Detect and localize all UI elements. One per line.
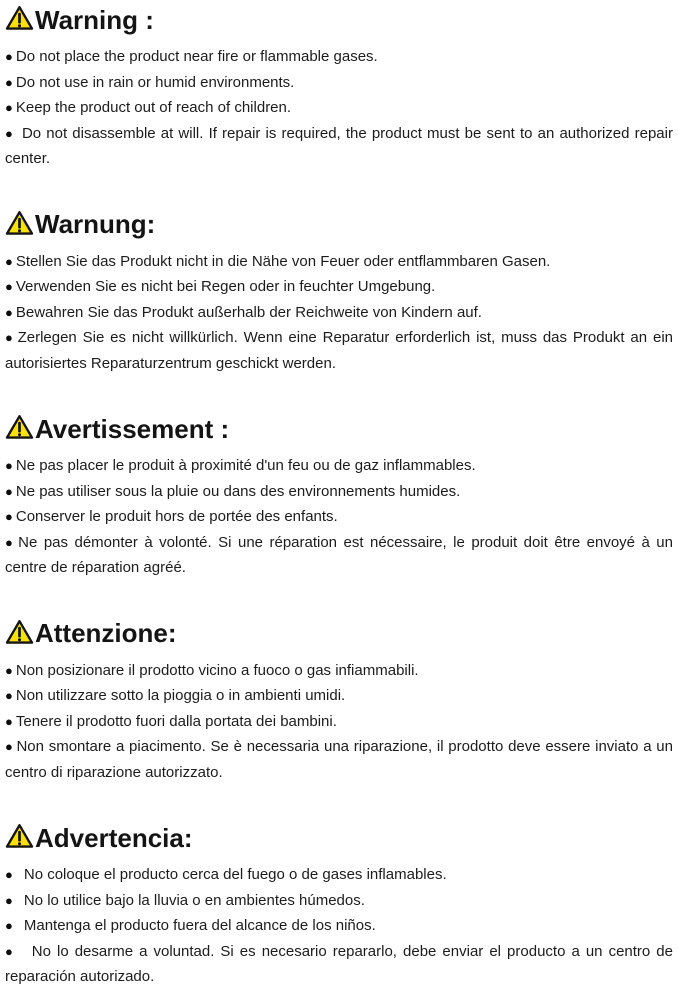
bullet-icon: ● (5, 662, 13, 678)
bullet-icon: ● (5, 534, 16, 550)
warning-item-text: No coloque el producto cerca del fuego o de gases inflamables. (23, 866, 447, 883)
warning-triangle-icon (5, 209, 34, 237)
warning-item (5, 504, 673, 530)
bullet-icon: ● (5, 49, 13, 64)
warning-item (5, 939, 673, 990)
warning-item (5, 274, 673, 300)
warning-triangle-icon (5, 618, 34, 646)
bullet-icon: ● (5, 509, 13, 524)
warning-item-text: Stellen Sie das Produkt nicht in die Nähe von Feuer oder entflammbaren Gasen. (15, 252, 551, 270)
bullet-icon: ● (5, 279, 13, 294)
warning-item-text: No lo desarme a voluntad. Si es necesario repararlo, debe enviar el producto a un centro de reparación autorizado. (5, 942, 673, 985)
warning-item-text: Conserver le produit hors de portée des enfants. (15, 508, 338, 525)
section-title: Advertencia: (35, 822, 193, 853)
bullet-icon: ● (5, 458, 13, 473)
warning-section-german (5, 208, 673, 377)
warning-item (5, 734, 673, 785)
warning-item-text: Do not disassemble at will. If repair is required, the product must be sent to an authorized repair center. (5, 124, 673, 167)
warning-triangle-icon (5, 822, 34, 850)
warning-item-text: Ne pas démonter à volonté. Si une réparation est nécessaire, le produit doit être envoyé à un centre de réparation agréé. (5, 533, 673, 576)
warning-section-spanish (5, 821, 673, 990)
warning-section-italian (5, 617, 673, 786)
warning-item (5, 249, 673, 275)
warning-item-text: No lo utilice bajo la lluvia o en ambientes húmedos. (23, 891, 365, 909)
warning-item-text: Verwenden Sie es nicht bei Regen oder in feuchter Umgebung. (15, 278, 436, 295)
warning-section-english (5, 3, 673, 172)
warning-item-text: Bewahren Sie das Produkt außerhalb der Reichweite von Kindern auf. (15, 303, 482, 321)
bullet-icon: ● (5, 918, 13, 933)
warning-item (5, 888, 673, 914)
bullet-icon: ● (5, 713, 13, 729)
bullet-icon: ● (5, 867, 13, 882)
warning-item-text: Keep the product out of reach of children. (15, 99, 292, 116)
warning-item (5, 325, 673, 376)
warning-item (5, 709, 673, 735)
warning-item (5, 862, 673, 888)
bullet-icon: ● (5, 483, 13, 499)
section-title: Warnung: (35, 209, 156, 239)
bullet-icon: ● (5, 892, 13, 908)
warning-item (5, 479, 673, 505)
warning-item-text: Ne pas utiliser sous la pluie ou dans des environnements humides. (15, 482, 461, 500)
bullet-icon: ● (5, 943, 15, 959)
warning-triangle-icon (5, 413, 34, 441)
bullet-icon: ● (5, 74, 13, 90)
section-heading (5, 208, 673, 242)
warning-item-text: Do not place the product near fire or flammable gases. (15, 48, 378, 65)
warning-item-text: Mantenga el producto fuera del alcance de los niños. (23, 917, 376, 934)
section-heading (5, 821, 673, 855)
section-title: Attenzione: (35, 618, 177, 648)
warning-item-text: Tenere il prodotto fuori dalla portata dei bambini. (15, 712, 337, 730)
warning-document (5, 3, 673, 990)
section-heading (5, 412, 673, 446)
section-title: Warning : (35, 4, 154, 35)
warning-item-text: Zerlegen Sie es nicht willkürlich. Wenn eine Reparatur erforderlich ist, muss das Produkt an ein autorisiertes Reparaturzentrum geschickt werden. (5, 329, 674, 372)
warning-item-text: Non smontare a piacimento. Se è necessaria una riparazione, il prodotto deve essere inviato a un centro di riparazione autorizzato. (5, 738, 673, 781)
warning-item (5, 683, 673, 709)
warning-item (5, 70, 673, 96)
section-heading (5, 3, 673, 37)
warning-section-french (5, 412, 673, 581)
section-heading (5, 617, 673, 651)
warning-item (5, 530, 673, 581)
bullet-icon: ● (5, 688, 13, 703)
warning-item (5, 300, 673, 326)
bullet-icon: ● (5, 125, 14, 141)
bullet-icon: ● (5, 253, 13, 269)
warning-item (5, 453, 673, 479)
warning-item-text: Ne pas placer le produit à proximité d'un feu ou de gaz inflammables. (15, 457, 476, 474)
warning-item (5, 913, 673, 939)
warning-triangle-icon (5, 4, 34, 32)
warning-item-text: Non utilizzare sotto la pioggia o in ambienti umidi. (15, 687, 346, 704)
warning-item-text: Do not use in rain or humid environments. (15, 73, 295, 91)
warning-item-text: Non posizionare il prodotto vicino a fuoco o gas infiammabili. (15, 661, 419, 679)
bullet-icon: ● (5, 330, 15, 345)
section-title: Avertissement : (35, 413, 230, 444)
warning-item (5, 658, 673, 684)
bullet-icon: ● (5, 100, 13, 115)
warning-item (5, 121, 673, 172)
bullet-icon: ● (5, 304, 13, 320)
warning-item (5, 44, 673, 70)
warning-item (5, 95, 673, 121)
bullet-icon: ● (5, 739, 14, 754)
